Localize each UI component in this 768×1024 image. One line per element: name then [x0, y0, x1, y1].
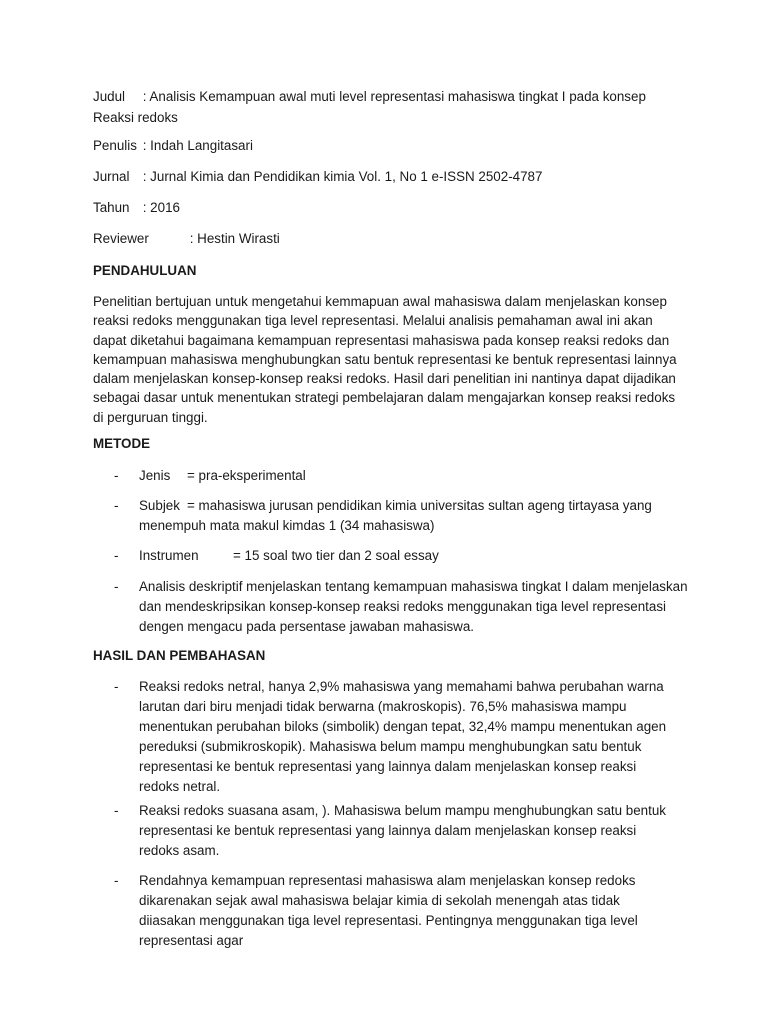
- instrumen-value: = 15 soal two tier dan 2 soal essay: [233, 548, 439, 563]
- jurnal-value: : Jurnal Kimia dan Pendidikan kimia Vol. 1, No 1 e-ISSN 2502-4787: [142, 169, 543, 184]
- pendahuluan-heading: PENDAHULUAN: [93, 263, 197, 278]
- pendahuluan-paragraph: Penelitian bertujuan untuk mengetahui kemmapuan awal mahasiswa dalam menjelaskan konsep reaksi redoks menggunakan tiga level representasi. Melalui analisis pemahaman awal ini akan dapat diketahui bagaimana kemampuan representasi mahasiswa pada konsep reaksi redoks dan kemampuan mahasiswa menghubungkan satu bentuk representasi ke bentuk representasi lainnya dalam menjelaskan konsep-konsep reaksi redoks. Hasil dari penelitian ini nantinya dapat dijadikan sebagai dasar untuk menentukan strategi pembelajaran dalam mengajarkan konsep reaksi redoks di perguruan tinggi.: [93, 294, 677, 425]
- reviewer-row: [93, 229, 280, 249]
- hasil-item-3-text: Rendahnya kemampuan representasi mahasiswa alam menjelaskan konsep redoks dikarenakan sejak awal mahasiswa belajar kimia di sekolah menengah atas tidak diiasakan menggunakan tiga level representasi. Pentingnya menggunakan tiga level representasi agar: [139, 873, 638, 948]
- penulis-label: Penulis: [93, 138, 137, 153]
- list-dash: -: [114, 579, 119, 594]
- subjek-value: = mahasiswa jurusan pendidikan kimia universitas sultan ageng tirtayasa yang menempuh mata makul kimdas 1 (34 mahasiswa): [139, 498, 652, 533]
- reviewer-value: : Hestin Wirasti: [189, 231, 280, 246]
- jurnal-label: Jurnal: [93, 169, 130, 184]
- judul-label: Judul: [93, 89, 126, 104]
- tahun-value: : 2016: [142, 200, 180, 215]
- penulis-value: : Indah Langitasari: [142, 138, 253, 153]
- list-dash: -: [114, 873, 119, 888]
- penulis-row: [93, 136, 253, 156]
- hasil-item-2-text: Reaksi redoks suasana asam, ). Mahasiswa belum mampu menghubungkan satu bentuk representasi ke bentuk representasi yang lainnya dalam menjelaskan konsep reaksi redoks asam.: [139, 803, 666, 858]
- list-dash: -: [114, 803, 119, 818]
- jenis-value: = pra-eksperimental: [187, 468, 306, 483]
- subjek-label: Subjek: [139, 498, 180, 513]
- list-dash: -: [114, 679, 119, 694]
- tahun-label: Tahun: [93, 200, 130, 215]
- list-dash: -: [114, 548, 119, 563]
- metode-heading: METODE: [93, 436, 151, 451]
- list-dash: -: [114, 468, 119, 483]
- judul-row: [93, 86, 683, 128]
- jurnal-row: [93, 167, 542, 187]
- jenis-label: Jenis: [139, 468, 171, 483]
- analisis-text: Analisis deskriptif menjelaskan tentang kemampuan mahasiswa tingkat I dalam menjelaskan dan mendeskripsikan konsep-konsep reaksi redoks menggunakan tiga level representasi dengen mengacu pada persentase jawaban mahasiswa.: [139, 579, 688, 634]
- hasil-item-1-text: Reaksi redoks netral, hanya 2,9% mahasiswa yang memahami bahwa perubahan warna larutan dari biru menjadi tidak berwarna (makroskopis). 76,5% mahasiswa mampu menentukan perubahan biloks (simbolik) dengan tepat, 32,4% mampu menentukan agen pereduksi (submikroskopik). Mahasiswa belum mampu menghubungkan satu bentuk representasi ke bentuk representasi yang lainnya dalam menjelaskan konsep reaksi redoks netral.: [139, 679, 667, 794]
- reviewer-label: Reviewer: [93, 231, 149, 246]
- tahun-row: [93, 198, 180, 218]
- hasil-heading: HASIL DAN PEMBAHASAN: [93, 648, 266, 663]
- instrumen-label: Instrumen: [139, 548, 199, 563]
- judul-value: : Analisis Kemampuan awal muti level representasi mahasiswa tingkat I pada konsep Reaksi redoks: [93, 89, 646, 125]
- list-dash: -: [114, 498, 119, 513]
